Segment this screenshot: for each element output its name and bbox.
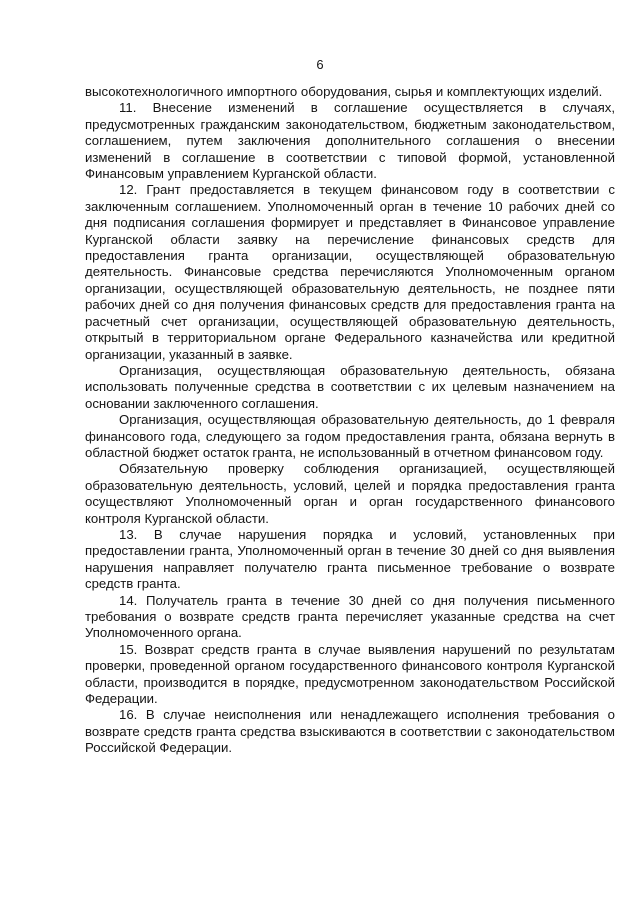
document-body (85, 84, 615, 757)
page-number: 6 (316, 57, 324, 72)
paragraph-item-11: 11. Внесение изменений в соглашение осуществляется в случаях, предусмотренных гражданским законодательством, бюджетным законодательством, соглашением, путем заключения дополнительного соглашения о внесении изменений в соглашение в соответствии с типовой формой, установленной Финансовым управлением Курганской области. (85, 100, 615, 182)
paragraph-item-15: 15. Возврат средств гранта в случае выявления нарушений по результатам проверки, проведенной органом государственного финансового контроля Курганской области, производится в порядке, предусмотренном законодательством Российской Федерации. (85, 641, 615, 707)
paragraph-grant-return: Организация, осуществляющая образовательную деятельность, до 1 февраля финансового года, следующего за годом предоставления гранта, обязана вернуть в областной бюджет остаток гранта, не использованный в отчетном финансовом году. (85, 412, 615, 460)
paragraph-item-12: 12. Грант предоставляется в текущем финансовом году в соответствии с заключенным соглашением. Уполномоченный орган в течение 10 рабочих дней со дня подписания соглашения формирует и представляет в Финансовое управление Курганской области заявку на перечисление финансовых средств для предоставления гранта организации, осуществляющей образовательную деятельность. Финансовые средства перечисляются Уполномоченным органом организации, осуществляющей образовательную деятельность, не позднее пяти рабочих дней со дня получения финансовых средств для предоставления гранта на расчетный счет организации, осуществляющей образовательную деятельность, открытый в территориальном органе Федерального казначейства или кредитной организации, указанный в заявке. (85, 182, 615, 362)
paragraph-continuation: высокотехнологичного импортного оборудования, сырья и комплектующих изделий. (85, 84, 603, 99)
paragraph-item-13: 13. В случае нарушения порядка и условий, установленных при предоставлении гранта, Уполномоченный орган в течение 30 дней со дня выявления нарушения направляет получателю гранта письменное требование о возврате средств гранта. (85, 526, 615, 592)
paragraph-item-16: 16. В случае неисполнения или ненадлежащего исполнения требования о возврате средств гранта средства взыскиваются в соответствии с законодательством Российской Федерации. (85, 707, 615, 756)
paragraph-mandatory-check: Обязательную проверку соблюдения организацией, осуществляющей образовательную деятельность, условий, целей и порядка предоставления гранта осуществляют Уполномоченный орган и орган государственного финансового контроля Курганской области. (85, 461, 615, 526)
paragraph-item-14: 14. Получатель гранта в течение 30 дней со дня получения письменного требования о возврате средств гранта перечисляет указанные средства на счет Уполномоченного органа. (85, 592, 615, 641)
paragraph-funds-usage: Организация, осуществляющая образовательную деятельность, обязана использовать полученные средства в соответствии с их целевым назначением на основании заключенного соглашения. (85, 362, 615, 411)
